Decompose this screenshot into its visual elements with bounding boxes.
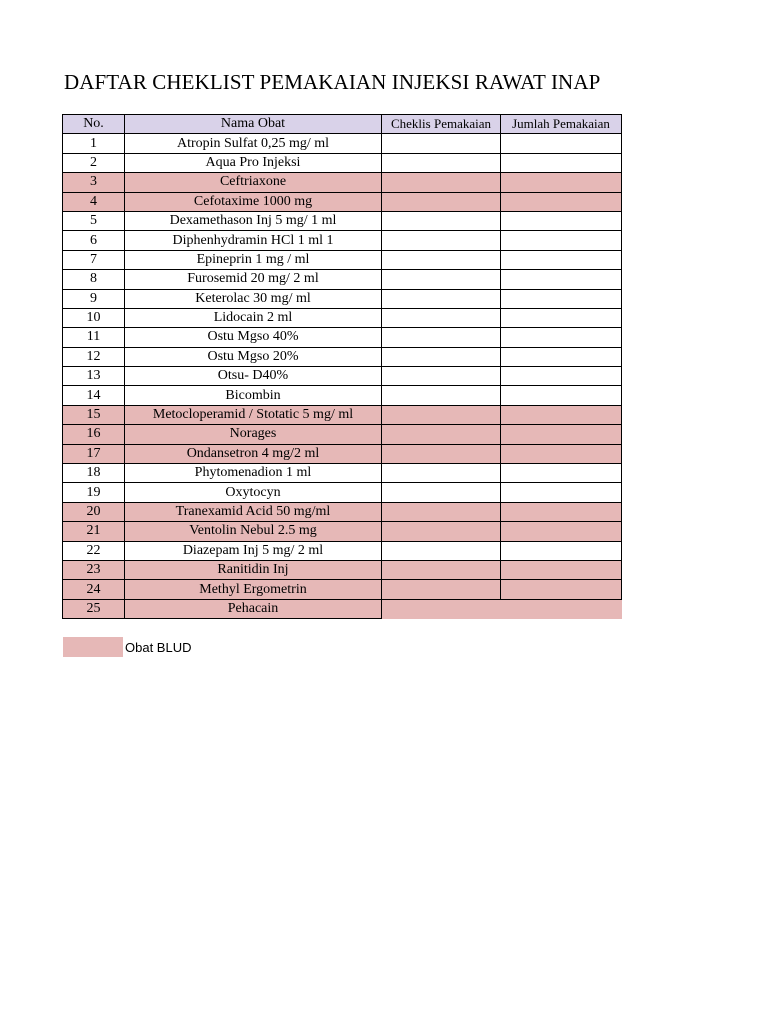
- checklist-cell[interactable]: [382, 153, 501, 172]
- quantity-cell[interactable]: [501, 211, 622, 230]
- checklist-cell[interactable]: [382, 134, 501, 153]
- row-number: 8: [63, 270, 125, 289]
- row-number: 3: [63, 173, 125, 192]
- drug-name: Ceftriaxone: [125, 173, 382, 192]
- quantity-cell[interactable]: [501, 153, 622, 172]
- quantity-cell[interactable]: [501, 425, 622, 444]
- drug-name: Pehacain: [125, 599, 382, 618]
- drug-name: Norages: [125, 425, 382, 444]
- drug-name: Ostu Mgso 20%: [125, 347, 382, 366]
- checklist-cell[interactable]: [382, 425, 501, 444]
- quantity-cell[interactable]: [501, 270, 622, 289]
- row-number: 15: [63, 405, 125, 424]
- drug-name: Atropin Sulfat 0,25 mg/ ml: [125, 134, 382, 153]
- row-number: 17: [63, 444, 125, 463]
- table-row: [63, 153, 622, 172]
- header-drug-name: Nama Obat: [125, 115, 382, 134]
- checklist-cell[interactable]: [382, 483, 501, 502]
- drug-name: Keterolac 30 mg/ ml: [125, 289, 382, 308]
- row-number: 25: [63, 599, 125, 618]
- header-quantity: Jumlah Pemakaian: [501, 115, 622, 134]
- header-checklist: Cheklis Pemakaian: [382, 115, 501, 134]
- quantity-cell[interactable]: [501, 328, 622, 347]
- row-number: 20: [63, 502, 125, 521]
- row-number: 23: [63, 560, 125, 579]
- drug-name: Metocloperamid / Stotatic 5 mg/ ml: [125, 405, 382, 424]
- drug-name: Phytomenadion 1 ml: [125, 464, 382, 483]
- table-row: [63, 522, 622, 541]
- table-row: [63, 192, 622, 211]
- checklist-cell[interactable]: [382, 289, 501, 308]
- drug-name: Diazepam Inj 5 mg/ 2 ml: [125, 541, 382, 560]
- legend-swatch: [63, 637, 123, 657]
- row-number: 7: [63, 250, 125, 269]
- checklist-cell[interactable]: [382, 308, 501, 327]
- table-row: [63, 270, 622, 289]
- table-row: [63, 231, 622, 250]
- table-row: [63, 541, 622, 560]
- quantity-cell[interactable]: [501, 134, 622, 153]
- table-row: [63, 211, 622, 230]
- checklist-cell[interactable]: [382, 464, 501, 483]
- legend: [63, 637, 191, 657]
- table-header-row: [63, 115, 622, 134]
- drug-name: Diphenhydramin HCl 1 ml 1: [125, 231, 382, 250]
- quantity-cell[interactable]: [501, 367, 622, 386]
- drug-name: Tranexamid Acid 50 mg/ml: [125, 502, 382, 521]
- row-number: 14: [63, 386, 125, 405]
- table-body: [63, 134, 622, 619]
- quantity-cell[interactable]: [501, 502, 622, 521]
- row-number: 22: [63, 541, 125, 560]
- table-row: [63, 560, 622, 579]
- checklist-cell[interactable]: [382, 231, 501, 250]
- drug-name: Methyl Ergometrin: [125, 580, 382, 599]
- checklist-cell[interactable]: [382, 405, 501, 424]
- drug-name: Ondansetron 4 mg/2 ml: [125, 444, 382, 463]
- row-number: 18: [63, 464, 125, 483]
- table-row: [63, 502, 622, 521]
- row-number: 9: [63, 289, 125, 308]
- checklist-cell[interactable]: [382, 250, 501, 269]
- quantity-cell[interactable]: [501, 308, 622, 327]
- quantity-cell[interactable]: [501, 541, 622, 560]
- quantity-cell[interactable]: [501, 347, 622, 366]
- table-row: [63, 444, 622, 463]
- legend-label: Obat BLUD: [125, 639, 192, 655]
- checklist-cell[interactable]: [382, 270, 501, 289]
- table-row: [63, 328, 622, 347]
- drug-name: Ranitidin Inj: [125, 560, 382, 579]
- drug-name: Dexamethason Inj 5 mg/ 1 ml: [125, 211, 382, 230]
- table-row: [63, 289, 622, 308]
- row-number: 11: [63, 328, 125, 347]
- checklist-cell[interactable]: [382, 580, 501, 599]
- table-row: [63, 386, 622, 405]
- checklist-cell[interactable]: [382, 347, 501, 366]
- table-row: [63, 599, 622, 618]
- table-row: [63, 483, 622, 502]
- table-row: [63, 173, 622, 192]
- page-title: DAFTAR CHEKLIST PEMAKAIAN INJEKSI RAWAT INAP: [64, 70, 601, 94]
- checklist-cell[interactable]: [382, 560, 501, 579]
- checklist-cell[interactable]: [382, 522, 501, 541]
- drug-name: Aqua Pro Injeksi: [125, 153, 382, 172]
- quantity-cell[interactable]: [501, 173, 622, 192]
- drug-name: Otsu- D40%: [125, 367, 382, 386]
- checklist-cell[interactable]: [382, 444, 501, 463]
- checklist-cell[interactable]: [382, 502, 501, 521]
- drug-name: Cefotaxime 1000 mg: [125, 192, 382, 211]
- quantity-cell[interactable]: [501, 580, 622, 599]
- drug-name: Ventolin Nebul 2.5 mg: [125, 522, 382, 541]
- row-number: 21: [63, 522, 125, 541]
- table-row: [63, 134, 622, 153]
- checklist-cell[interactable]: [382, 367, 501, 386]
- quantity-cell[interactable]: [501, 560, 622, 579]
- table-row: [63, 367, 622, 386]
- drug-name: Lidocain 2 ml: [125, 308, 382, 327]
- quantity-cell[interactable]: [501, 522, 622, 541]
- row-number: 2: [63, 153, 125, 172]
- checklist-cell[interactable]: [382, 328, 501, 347]
- drug-name: Oxytocyn: [125, 483, 382, 502]
- quantity-cell[interactable]: [501, 483, 622, 502]
- quantity-cell[interactable]: [501, 250, 622, 269]
- row-number: 1: [63, 134, 125, 153]
- checklist-cell[interactable]: [382, 192, 501, 211]
- row-number: 13: [63, 367, 125, 386]
- row-number: 12: [63, 347, 125, 366]
- checklist-table: [62, 114, 622, 619]
- table-row: [63, 580, 622, 599]
- quantity-cell[interactable]: [501, 289, 622, 308]
- table-row: [63, 405, 622, 424]
- quantity-cell[interactable]: [501, 386, 622, 405]
- drug-name: Ostu Mgso 40%: [125, 328, 382, 347]
- checklist-cell[interactable]: [382, 173, 501, 192]
- table-row: [63, 347, 622, 366]
- checklist-cell[interactable]: [382, 211, 501, 230]
- quantity-cell[interactable]: [501, 192, 622, 211]
- table-row: [63, 464, 622, 483]
- table-row: [63, 308, 622, 327]
- table-row: [63, 250, 622, 269]
- row-number: 24: [63, 580, 125, 599]
- quantity-cell[interactable]: [501, 231, 622, 250]
- row-number: 10: [63, 308, 125, 327]
- row-number: 6: [63, 231, 125, 250]
- drug-name: Furosemid 20 mg/ 2 ml: [125, 270, 382, 289]
- drug-name: Bicombin: [125, 386, 382, 405]
- drug-name: Epineprin 1 mg / ml: [125, 250, 382, 269]
- quantity-cell[interactable]: [501, 405, 622, 424]
- row-number: 16: [63, 425, 125, 444]
- checklist-cell[interactable]: [382, 541, 501, 560]
- table-row: [63, 425, 622, 444]
- row-number: 5: [63, 211, 125, 230]
- checklist-cell[interactable]: [382, 599, 622, 618]
- header-no: No.: [63, 115, 125, 134]
- quantity-cell[interactable]: [501, 464, 622, 483]
- quantity-cell[interactable]: [501, 444, 622, 463]
- row-number: 19: [63, 483, 125, 502]
- row-number: 4: [63, 192, 125, 211]
- checklist-cell[interactable]: [382, 386, 501, 405]
